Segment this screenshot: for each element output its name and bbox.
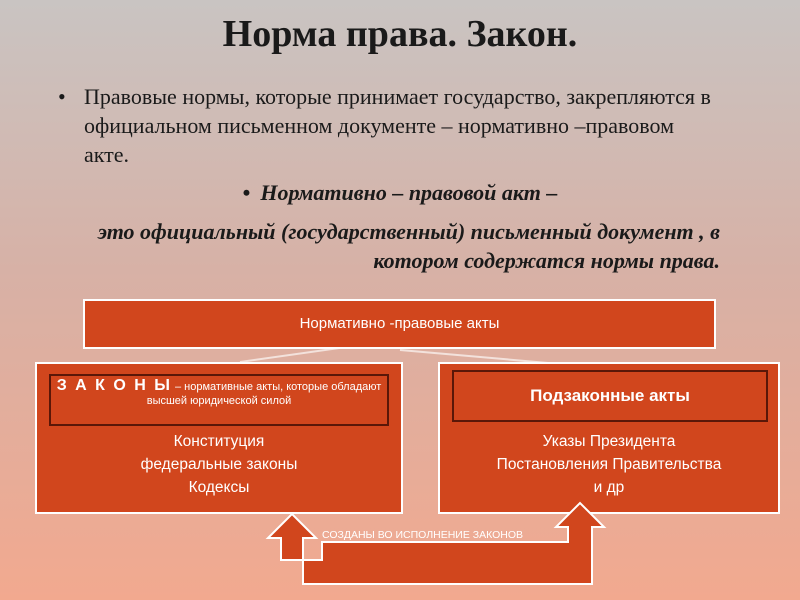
sublaws-heading: Подзаконные акты	[452, 370, 768, 422]
slide-title: Норма права. Закон.	[222, 13, 578, 55]
list-item: Кодексы	[188, 479, 250, 496]
laws-heading-description: – нормативные акты, которые обладают высшей юридической силой	[146, 381, 382, 407]
list-item: федеральные законы	[140, 456, 298, 473]
arrow-shape	[268, 514, 316, 560]
list-item: Указы Президента	[542, 433, 676, 450]
definition-text: это официальный (государственный) письменный документ , в котором содержатся нормы права.	[97, 219, 720, 273]
arrow-shape	[303, 503, 604, 584]
laws-heading: З А К О Н Ы	[56, 377, 172, 394]
list-item: и др	[593, 479, 625, 496]
bullet-dot: •	[242, 180, 251, 205]
root-node-normative-acts: Нормативно -правовые акты	[83, 299, 716, 349]
arrow-label: СОЗДАНЫ ВО ИСПОЛНЕНИЕ ЗАКОНОВ	[322, 529, 524, 541]
list-item: Конституция	[173, 433, 265, 450]
bullet-text: Правовые нормы, которые принимает государство, закрепляются в официальном письменном документе – нормативно –правовом акте.	[84, 84, 711, 167]
list-item: Постановления Правительства	[496, 456, 722, 473]
definition-term: Нормативно – правовой акт –	[260, 180, 558, 205]
bullet-dot: •	[58, 84, 66, 109]
